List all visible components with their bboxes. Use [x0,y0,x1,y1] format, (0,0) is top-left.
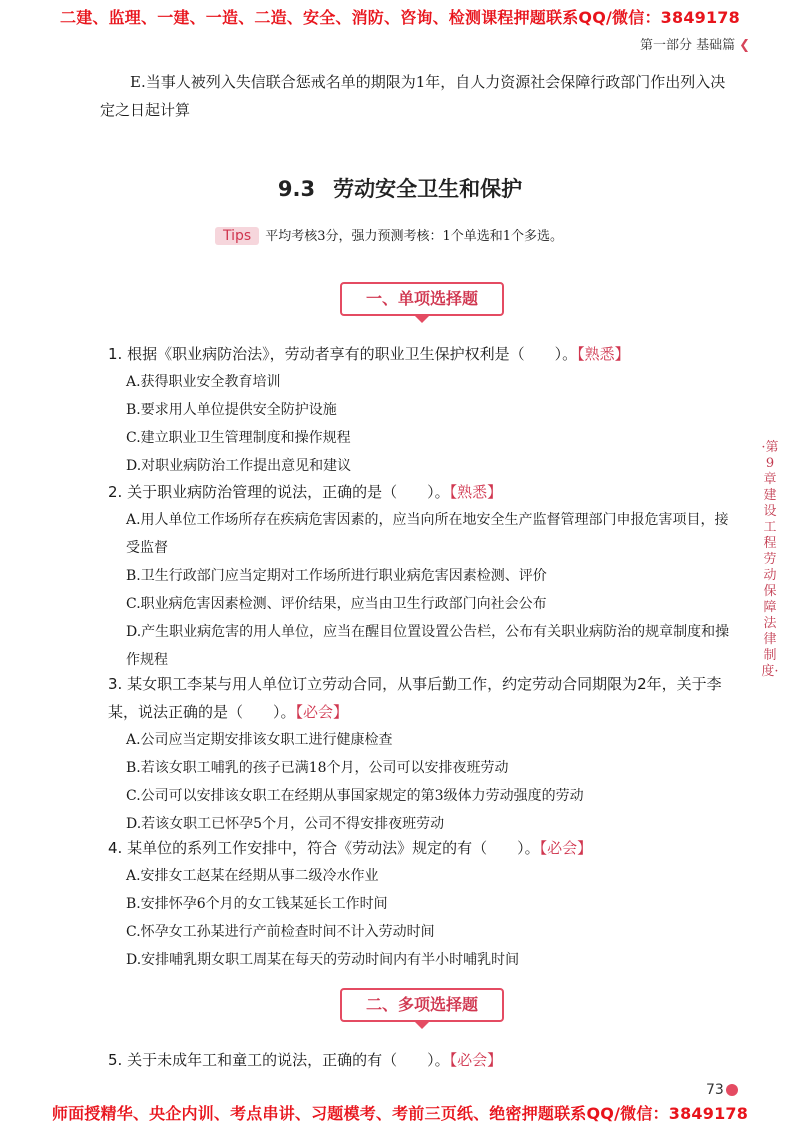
difficulty-tag: 【必会】 [449,1051,503,1069]
option-a: A.获得职业安全教育培训 [126,374,281,390]
multi-choice-banner: 二、多项选择题 [340,988,504,1022]
chapter-side-tab: ·第9章 建设工程劳动保障法律制度· [761,440,790,679]
option-b: B.卫生行政部门应当定期对工作场所进行职业病危害因素检测、评价 [126,568,547,584]
carry-over-option: E.当事人被列入失信联合惩戒名单的期限为1年，自人力资源社会保障行政部门作出列入决定之日起计算 [100,73,726,119]
option-a: A.用人单位工作场所存在疾病危害因素的，应当向所在地安全生产监督管理部门申报危害项目，接受监督 [126,512,729,556]
difficulty-tag: 【熟悉】 [449,483,503,501]
page-number: 73 [706,1082,738,1098]
bottom-ad-banner: 师面授精华、央企内训、考点串讲、习题模考、考前三页纸、绝密押题联系QQ/微信：3849178 [51,1104,749,1123]
running-head-text: 第一部分 基础篇 [639,38,736,53]
option-d: D.产生职业病危害的用人单位，应当在醒目位置设置公告栏，公布有关职业病防治的规章制度和操作规程 [126,624,730,668]
section-title [0,173,800,203]
running-head [640,34,750,53]
option-d: D.对职业病防治工作提出意见和建议 [126,458,352,474]
option-c: C.怀孕女工孙某进行产前检查时间不计入劳动时间 [126,924,435,940]
option-b: B.要求用人单位提供安全防护设施 [126,402,337,418]
tips-text: 平均考核3分，强力预测考核：1个单选和1个多选。 [265,229,564,244]
difficulty-tag: 【必会】 [539,839,593,857]
question-stem: 5. 关于未成年工和童工的说法，正确的有（ ）。【必会】 [108,1051,503,1069]
question-stem: 4. 某单位的系列工作安排中，符合《劳动法》规定的有（ ）。【必会】 [108,839,593,857]
option-b: B.若该女职工哺乳的孩子已满18个月，公司可以安排夜班劳动 [126,760,509,776]
section-title-text: 劳动安全卫生和保护 [333,177,523,201]
option-d: D.安排哺乳期女职工周某在每天的劳动时间内有半小时哺乳时间 [126,952,520,968]
question-5 [108,1046,502,1074]
section-number: 9.3 [277,177,316,201]
tips-line [215,225,563,245]
option-c: C.职业病危害因素检测、评价结果，应当由卫生行政部门向社会公布 [126,596,547,612]
option-c: C.公司可以安排该女职工在经期从事国家规定的第3级体力劳动强度的劳动 [126,788,584,804]
option-a: A.安排女工赵某在经期从事二级冷水作业 [126,868,379,884]
difficulty-tag: 【必会】 [295,703,349,721]
question-4 [108,834,592,974]
question-stem: 2. 关于职业病防治管理的说法，正确的是（ ）。【熟悉】 [108,483,503,501]
option-b: B.安排怀孕6个月的女工钱某延长工作时间 [126,896,388,912]
option-c: C.建立职业卫生管理制度和操作规程 [126,430,351,446]
tips-label: Tips [215,227,259,245]
difficulty-tag: 【熟悉】 [577,345,630,363]
option-d: D.若该女职工已怀孕5个月，公司不得安排夜班劳动 [126,816,445,832]
question-stem: 3. 某女职工李某与用人单位订立劳动合同，从事后勤工作，约定劳动合同期限为2年，关于李某，说法正确的是（ ）。【必会】 [108,675,722,721]
chevron-left-icon: ❮ [739,38,750,53]
question-3 [108,670,738,838]
option-a: A.公司应当定期安排该女职工进行健康检查 [126,732,393,748]
question-1 [108,340,630,480]
single-choice-banner: 一、单项选择题 [340,282,504,316]
question-2 [108,478,736,674]
page-dot-icon [726,1084,738,1096]
question-stem: 1. 根据《职业病防治法》，劳动者享有的职业卫生保护权利是（ ）。【熟悉】 [108,345,630,363]
top-ad-banner: 二建、监理、一建、一造、二造、安全、消防、咨询、检测课程押题联系QQ/微信：3849178 [60,8,740,27]
